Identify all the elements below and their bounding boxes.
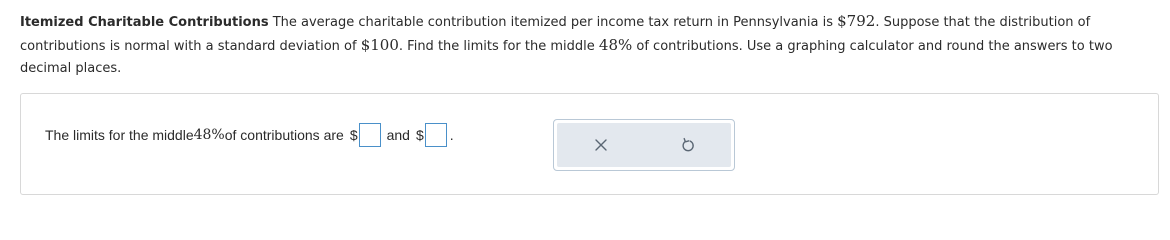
and-label: and (386, 127, 410, 143)
problem-text-1: The average charitable contribution itemized per income tax return in Pennsylvania is (268, 15, 838, 30)
answer-suffix: of contributions are (224, 127, 344, 143)
answer-percent: 48% (193, 127, 225, 143)
answer-tools-bar (557, 123, 731, 167)
upper-limit-input[interactable] (425, 123, 447, 147)
problem-statement (20, 10, 1160, 80)
close-icon (595, 139, 607, 151)
problem-title: Itemized Charitable Contributions (20, 15, 269, 30)
answer-tools (553, 119, 735, 171)
problem-text-2: . Suppose that the distribution of contributions is normal with a standard deviation of (20, 15, 1091, 54)
problem-text-3: . Find the limits for the middle (398, 39, 599, 54)
lower-limit-input[interactable] (359, 123, 381, 147)
clear-answer-button[interactable] (581, 127, 621, 163)
undo-icon (681, 137, 695, 153)
percent-value: 48% (598, 36, 633, 54)
answer-panel (20, 93, 1159, 195)
problem-text-4: of contributions. Use a graphing calculator and round the answers to two decimal places. (20, 39, 1113, 76)
standard-deviation-value: $100 (360, 36, 399, 54)
answer-prefix: The limits for the middle (45, 127, 194, 143)
answer-line (45, 122, 454, 148)
reset-answer-button[interactable] (668, 127, 708, 163)
dollar-sign-1: $ (349, 127, 358, 143)
mean-value: $792 (837, 12, 876, 30)
dollar-sign-2: $ (415, 127, 424, 143)
answer-period: . (449, 127, 454, 143)
